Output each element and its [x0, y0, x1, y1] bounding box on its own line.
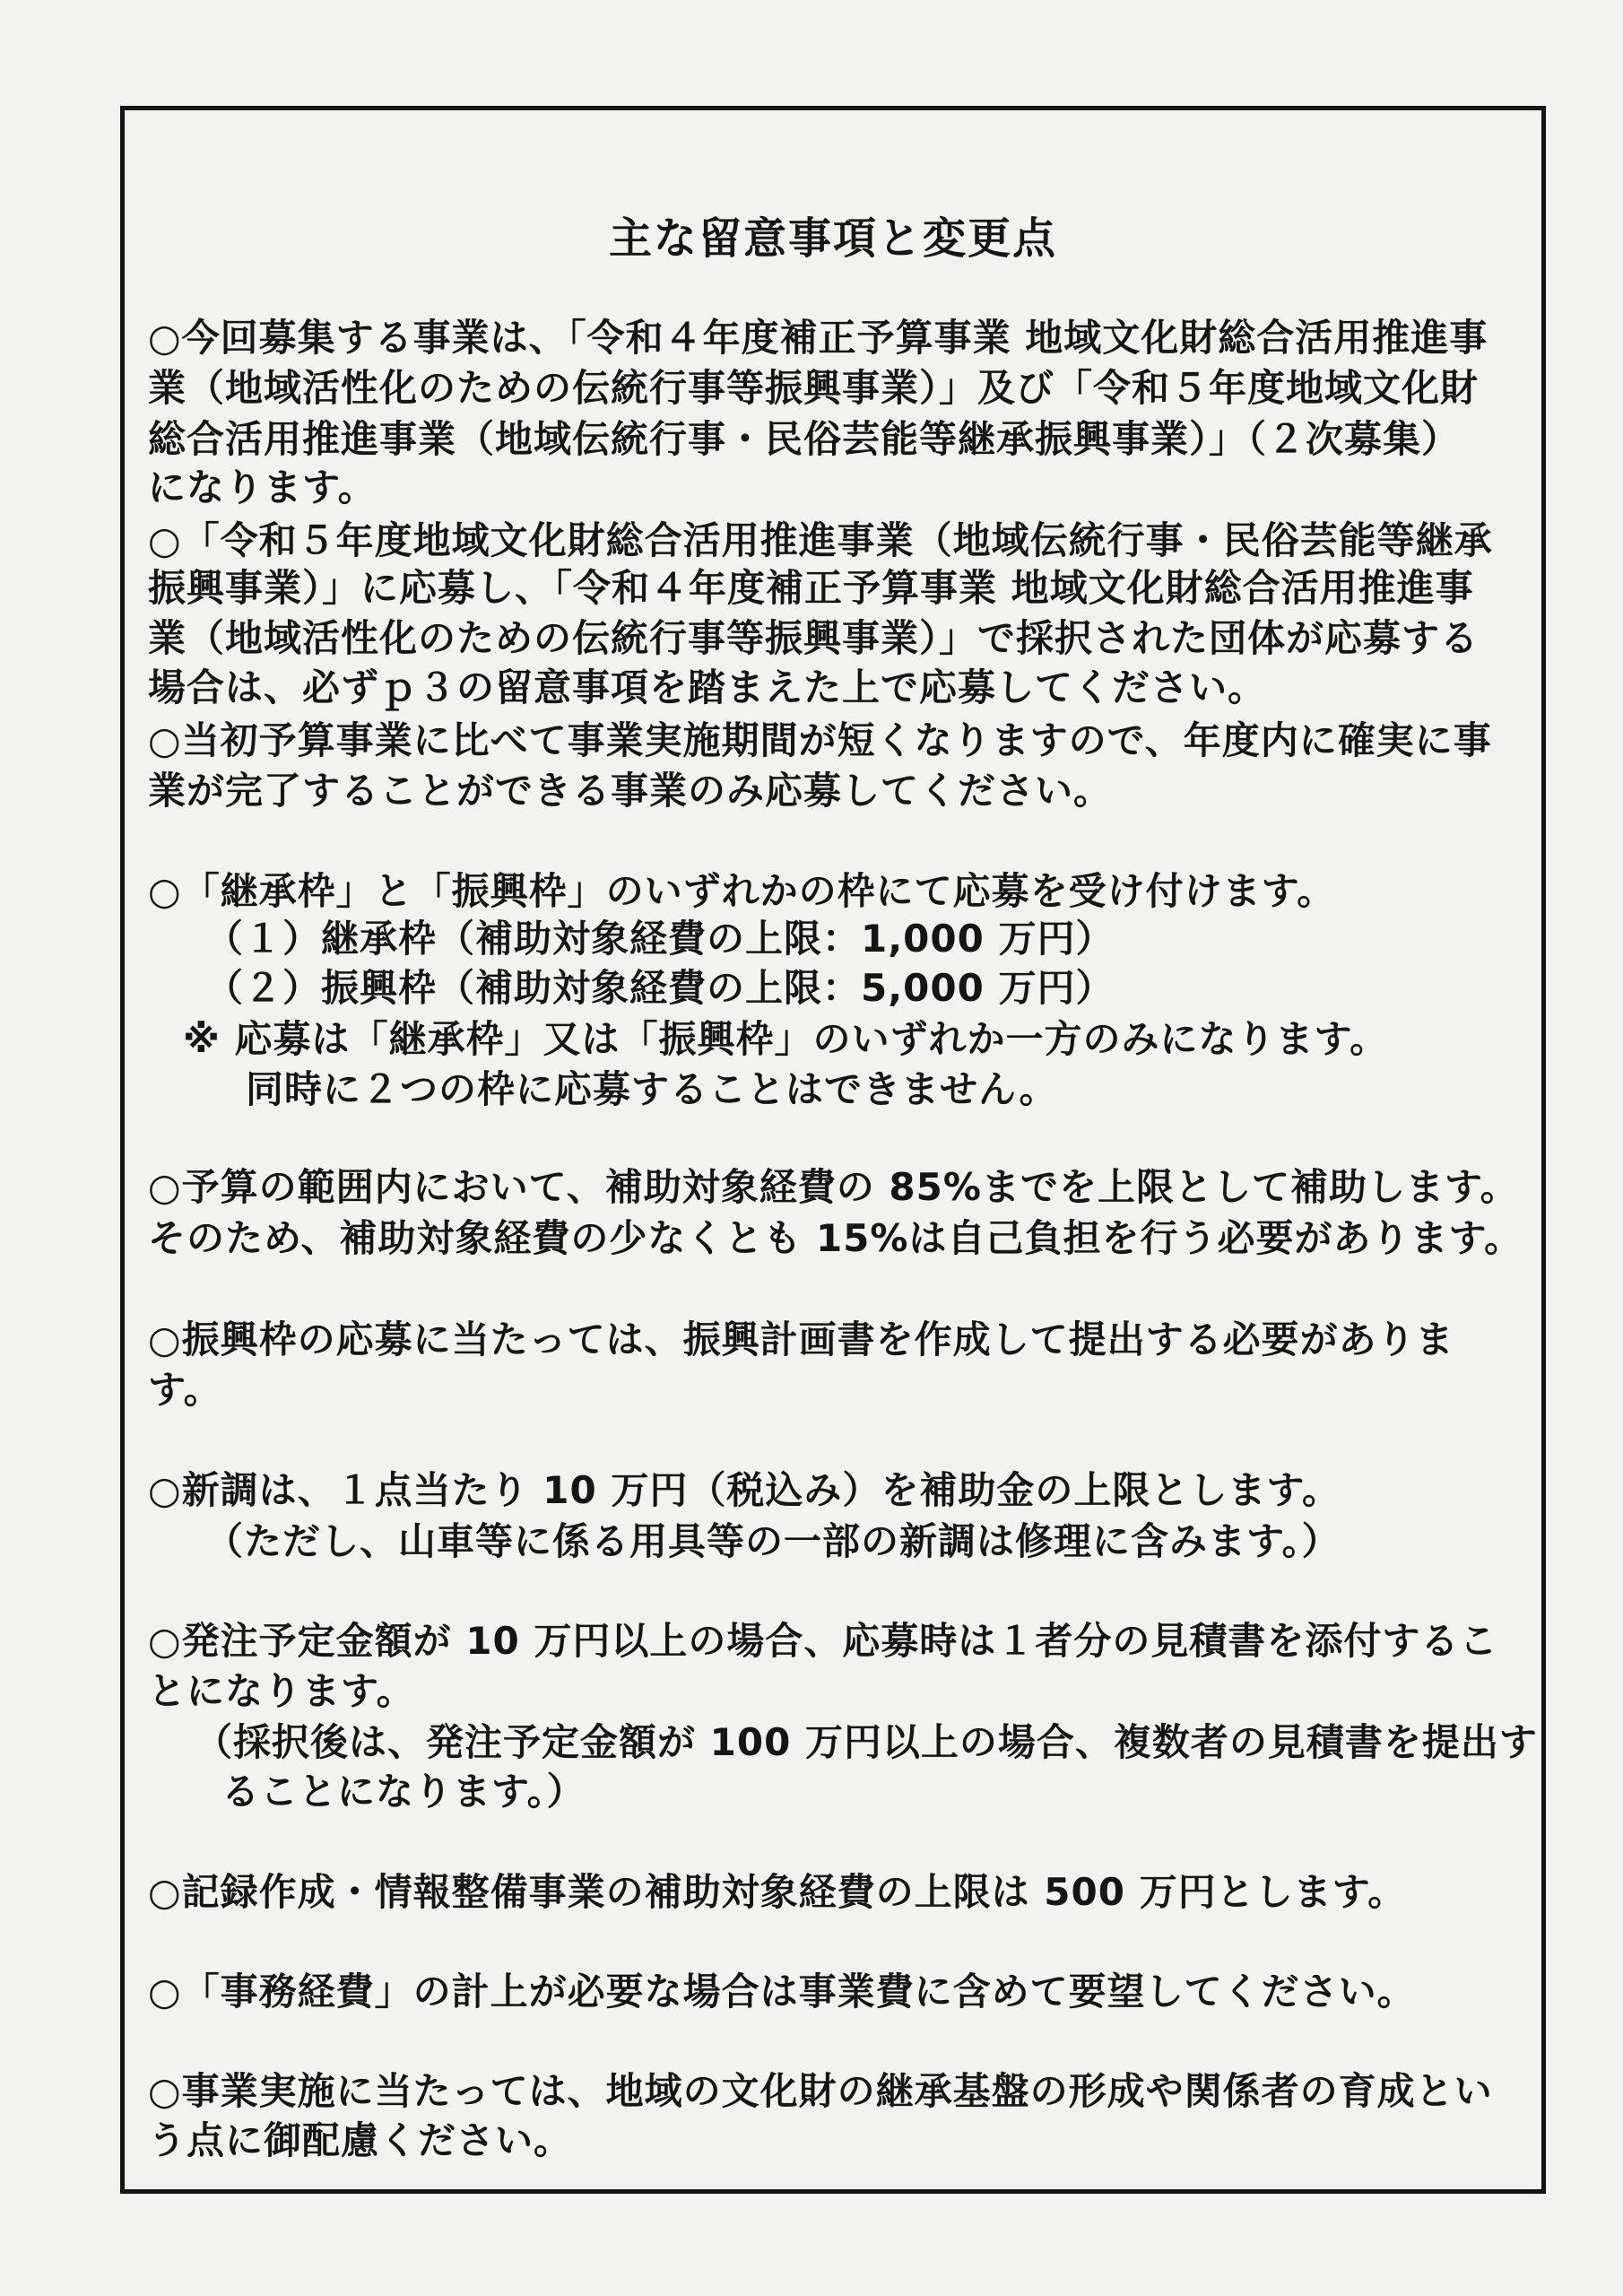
frame-option-promotion: （２）振興枠（補助対象経費の上限：5,000 万円） [205, 966, 1115, 1010]
text-line: ○発注予定金額が 10 万円以上の場合、応募時は１者分の見積書を添付するこ [148, 1619, 1498, 1663]
text-line: 業（地域活性化のための伝統行事等振興事業）」で採択された団体が応募する [148, 616, 1480, 660]
text-line: 振興事業）」に応募し、「令和４年度補正予算事業 地域文化財総合活用推進事 [148, 566, 1474, 610]
text-line: ○「事務経費」の計上が必要な場合は事業費に含めて要望してください。 [148, 1970, 1416, 2013]
page-title: 主な留意事項と変更点 [608, 213, 1057, 264]
text-line: ○新調は、１点当たり 10 万円（税込み）を補助金の上限とします。 [148, 1468, 1341, 1512]
text-line: ○事業実施に当たっては、地域の文化財の継承基盤の形成や関係者の育成とい [148, 2069, 1493, 2113]
notice-frame [120, 106, 1546, 2194]
text-line: 総合活用推進事業（地域伝統行事・民俗芸能等継承振興事業）」（２次募集） [148, 417, 1461, 461]
text-line: （ただし、山車等に係る用具等の一部の新調は修理に含みます。） [205, 1519, 1341, 1563]
text-line: ○記録作成・情報整備事業の補助対象経費の上限は 500 万円とします。 [148, 1870, 1407, 1914]
text-line: ○予算の範囲内において、補助対象経費の 85%までを上限として補助します。 [148, 1165, 1519, 1209]
text-line: （採択後は、発注予定金額が 100 万円以上の場合、複数者の見積書を提出す [195, 1720, 1538, 1764]
text-line: ○今回募集する事業は、「令和４年度補正予算事業 地域文化財総合活用推進事 [148, 316, 1488, 360]
text-line: そのため、補助対象経費の少なくとも 15%は自己負担を行う必要があります。 [148, 1216, 1523, 1260]
text-line: とになります。 [148, 1669, 415, 1713]
frame-note: ※ 応募は「継承枠」又は「振興枠」のいずれか一方のみになります。 [183, 1017, 1389, 1061]
frame-note: 同時に２つの枠に応募することはできません。 [246, 1067, 1058, 1111]
text-line: 場合は、必ずｐ３の留意事項を踏まえた上で応募してください。 [148, 665, 1267, 709]
text-line: う点に御配慮ください。 [148, 2118, 573, 2162]
text-line: 業（地域活性化のための伝統行事等振興事業）」及び「令和５年度地域文化財 [148, 366, 1480, 410]
frame-option-succession: （１）継承枠（補助対象経費の上限：1,000 万円） [205, 917, 1115, 961]
text-line: 業が完了することができる事業のみ応募してください。 [148, 769, 1113, 813]
text-line: ○「令和５年度地域文化財総合活用推進事業（地域伝統行事・民俗芸能等継承 [148, 518, 1493, 562]
text-line: ○振興枠の応募に当たっては、振興計画書を作成して提出する必要がありま [148, 1318, 1454, 1361]
text-line: ○「継承枠」と「振興枠」のいずれかの枠にて応募を受け付けます。 [148, 869, 1336, 913]
text-line: す。 [148, 1368, 222, 1412]
text-line: ることになります。） [221, 1770, 586, 1813]
text-line: ○当初予算事業に比べて事業実施期間が短くなりますので、年度内に確実に事 [148, 718, 1492, 762]
text-line: になります。 [148, 465, 377, 509]
